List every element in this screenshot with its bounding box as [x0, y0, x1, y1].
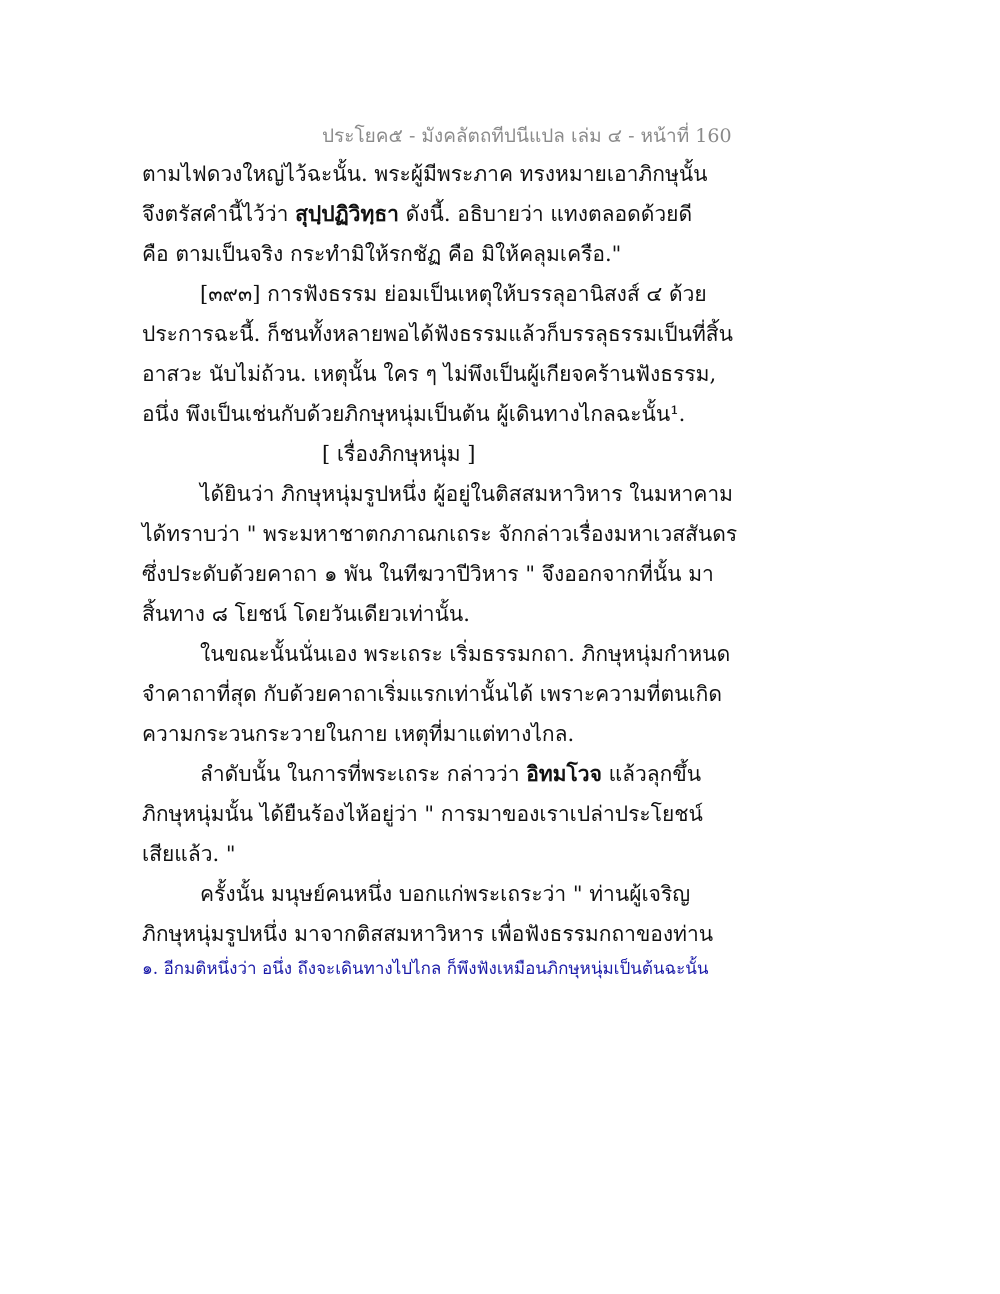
text-line	[142, 680, 722, 708]
text-line	[142, 600, 470, 628]
text-segment: ในขณะนั้นนั่นเอง พระเถระ เริ่มธรรมกถา. ภิกษุหนุ่มกำหนด	[200, 642, 731, 666]
text-segment: ซึ่งประดับด้วยคาถา ๑ พัน ในทีฆวาปีวิหาร " จึงออกจากที่นั้น มา	[142, 562, 714, 586]
footnote: ๑. อีกมติหนึ่งว่า อนึ่ง ถึงจะเดินทางไปไกล ก็พึงฟังเหมือนภิกษุหนุ่มเป็นต้นฉะนั้น	[142, 959, 709, 979]
text-line	[142, 800, 703, 828]
text-segment: จึงตรัสคำนี้ไว้ว่า	[142, 202, 296, 226]
text-line	[142, 160, 708, 188]
text-line	[142, 920, 713, 948]
paragraph-start-line	[200, 280, 707, 308]
text-segment: [๓๙๓] การฟังธรรม ย่อมเป็นเหตุให้บรรลุอานิสงส์ ๔ ด้วย	[200, 282, 707, 306]
text-segment: ได้ทราบว่า " พระมหาชาตกภาณกเถระ จักกล่าวเรื่องมหาเวสสันดร	[142, 522, 738, 546]
text-segment: อาสวะ นับไม่ถ้วน. เหตุนั้น ใคร ๆ ไม่พึงเป็นผู้เกียจคร้านฟังธรรม,	[142, 362, 717, 386]
text-line	[142, 520, 737, 548]
text-segment: สิ้นทาง ๘ โยชน์ โดยวันเดียวเท่านั้น.	[142, 602, 470, 626]
text-segment: ความกระวนกระวายในกาย เหตุที่มาแต่ทางไกล.	[142, 722, 575, 746]
text-line	[142, 560, 714, 588]
text-segment: ภิกษุหนุ่มรูปหนึ่ง มาจากติสสมหาวิหาร เพื่อฟังธรรมกถาของท่าน	[142, 922, 714, 946]
paragraph-start-line	[200, 880, 690, 908]
text-segment: เสียแล้ว. "	[142, 842, 236, 866]
text-segment: ตามไฟดวงใหญ่ไว้ฉะนั้น. พระผู้มีพระภาค ทรงหมายเอาภิกษุนั้น	[142, 162, 708, 186]
text-segment: จำคาถาที่สุด กับด้วยคาถาเริ่มแรกเท่านั้นได้ เพราะความที่ตนเกิด	[142, 682, 722, 706]
text-segment: อนึ่ง พึงเป็นเช่นกับด้วยภิกษุหนุ่มเป็นต้น ผู้เดินทางไกลฉะนั้น¹.	[142, 402, 686, 426]
text-segment: ลำดับนั้น ในการที่พระเถระ กล่าวว่า	[200, 762, 527, 786]
text-segment: แล้วลุกขึ้น	[601, 762, 702, 786]
text-segment: ภิกษุหนุ่มนั้น ได้ยืนร้องไห้อยู่ว่า " การมาของเราเปล่าประโยชน์	[142, 802, 703, 826]
text-line	[142, 200, 692, 228]
paragraph-start-line	[200, 760, 701, 788]
text-segment: ดังนี้. อธิบายว่า แทงตลอดด้วยดี	[398, 202, 693, 226]
text-line	[142, 240, 621, 268]
text-segment: ครั้งนั้น มนุษย์คนหนึ่ง บอกแก่พระเถระว่า " ท่านผู้เจริญ	[200, 882, 691, 906]
text-line	[142, 840, 236, 868]
text-segment: ประการฉะนี้. ก็ชนทั้งหลายพอได้ฟังธรรมแล้วก็บรรลุธรรมเป็นที่สิ้น	[142, 322, 733, 346]
page-header: ประโยค๕ - มังคลัตถทีปนีแปล เล่ม ๔ - หน้าที่ 160	[322, 125, 732, 147]
pali-term: สุปฺปฏิวิทฺธา	[295, 201, 399, 226]
paragraph-start-line	[200, 640, 730, 668]
pali-term: อิทมโวจ	[526, 761, 602, 786]
text-segment: ได้ยินว่า ภิกษุหนุ่มรูปหนึ่ง ผู้อยู่ในติสสมหาวิหาร ในมหาคาม	[200, 482, 734, 506]
text-line	[142, 720, 574, 748]
text-line	[142, 400, 685, 428]
text-line	[142, 320, 733, 348]
text-segment: คือ ตามเป็นจริง กระทำมิให้รกชัฏ คือ มิให้คลุมเครือ."	[142, 242, 622, 266]
text-line	[142, 360, 716, 388]
section-heading	[322, 440, 476, 468]
text-segment: [ เรื่องภิกษุหนุ่ม ]	[322, 442, 476, 466]
paragraph-start-line	[200, 480, 733, 508]
